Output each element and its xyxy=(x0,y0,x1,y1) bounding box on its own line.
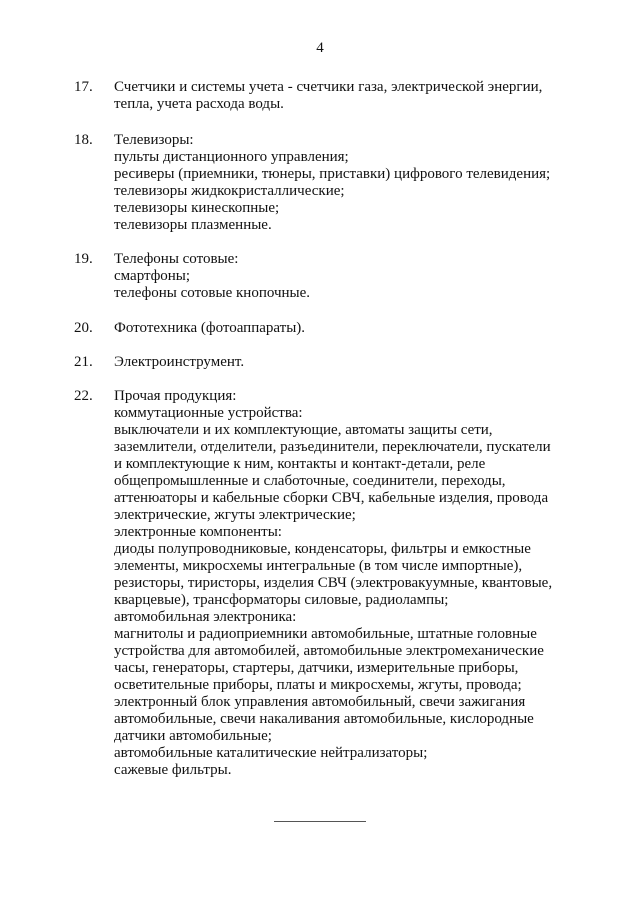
item-text xyxy=(114,251,574,302)
text-line: автомобильная электроника: xyxy=(114,609,297,625)
text-line: автомобильные каталитические нейтрализаторы; xyxy=(114,745,428,761)
text-line: Прочая продукция: xyxy=(114,388,237,404)
text-line: и комплектующие к ним, контакты и контакт-детали, реле xyxy=(114,456,486,472)
item-number: 17. xyxy=(74,79,93,95)
item-text xyxy=(114,354,574,371)
text-line: устройства для автомобилей, автомобильные электромеханические xyxy=(114,643,544,659)
text-line: тепла, учета расхода воды. xyxy=(114,96,284,112)
text-line: Телефоны сотовые: xyxy=(114,251,239,267)
text-line: диоды полупроводниковые, конденсаторы, фильтры и емкостные xyxy=(114,541,531,557)
text-line: часы, генераторы, стартеры, датчики, измерительные приборы, xyxy=(114,660,519,676)
text-line: магнитолы и радиоприемники автомобильные, штатные головные xyxy=(114,626,537,642)
text-line: телевизоры плазменные. xyxy=(114,217,272,233)
text-line: автомобильные, свечи накаливания автомобильные, кислородные xyxy=(114,711,534,727)
text-line: Счетчики и системы учета - счетчики газа, электрической энергии, xyxy=(114,79,543,95)
text-line: коммутационные устройства: xyxy=(114,405,303,421)
item-text xyxy=(114,388,574,779)
text-line: Телевизоры: xyxy=(114,132,194,148)
item-text xyxy=(114,79,574,113)
text-line: датчики автомобильные; xyxy=(114,728,272,744)
footnote-separator xyxy=(274,821,366,822)
item-number: 21. xyxy=(74,354,93,370)
text-line: резисторы, тиристоры, изделия СВЧ (электровакуумные, квантовые, xyxy=(114,575,553,591)
page-number: 4 xyxy=(316,40,324,56)
text-line: общепромышленные и слаботочные, соединители, переходы, xyxy=(114,473,506,489)
text-line: пульты дистанционного управления; xyxy=(114,149,349,165)
text-line: кварцевые), трансформаторы силовые, радиолампы; xyxy=(114,592,449,608)
text-line: телефоны сотовые кнопочные. xyxy=(114,285,311,301)
text-line: Фототехника (фотоаппараты). xyxy=(114,320,306,336)
text-line: смартфоны; xyxy=(114,268,191,284)
text-line: заземлители, отделители, разъединители, переключатели, пускатели xyxy=(114,439,551,455)
text-line: сажевые фильтры. xyxy=(114,762,232,778)
item-text xyxy=(114,132,574,234)
item-number: 18. xyxy=(74,132,93,148)
text-line: аттенюаторы и кабельные сборки СВЧ, кабельные изделия, провода xyxy=(114,490,549,506)
text-line: телевизоры жидкокристаллические; xyxy=(114,183,345,199)
text-line: Электроинструмент. xyxy=(114,354,245,370)
item-number: 22. xyxy=(74,388,93,404)
text-line: ресиверы (приемники, тюнеры, приставки) цифрового телевидения; xyxy=(114,166,551,182)
text-line: выключатели и их комплектующие, автоматы защиты сети, xyxy=(114,422,493,438)
item-text xyxy=(114,320,574,337)
text-line: телевизоры кинескопные; xyxy=(114,200,280,216)
text-line: электронный блок управления автомобильный, свечи зажигания xyxy=(114,694,526,710)
text-line: электронные компоненты: xyxy=(114,524,282,540)
item-number: 20. xyxy=(74,320,93,336)
text-line: электрические, жгуты электрические; xyxy=(114,507,356,523)
item-number: 19. xyxy=(74,251,93,267)
text-line: осветительные приборы, платы и микросхемы, жгуты, провода; xyxy=(114,677,522,693)
text-line: элементы, микросхемы интегральные (в том числе импортные), xyxy=(114,558,523,574)
